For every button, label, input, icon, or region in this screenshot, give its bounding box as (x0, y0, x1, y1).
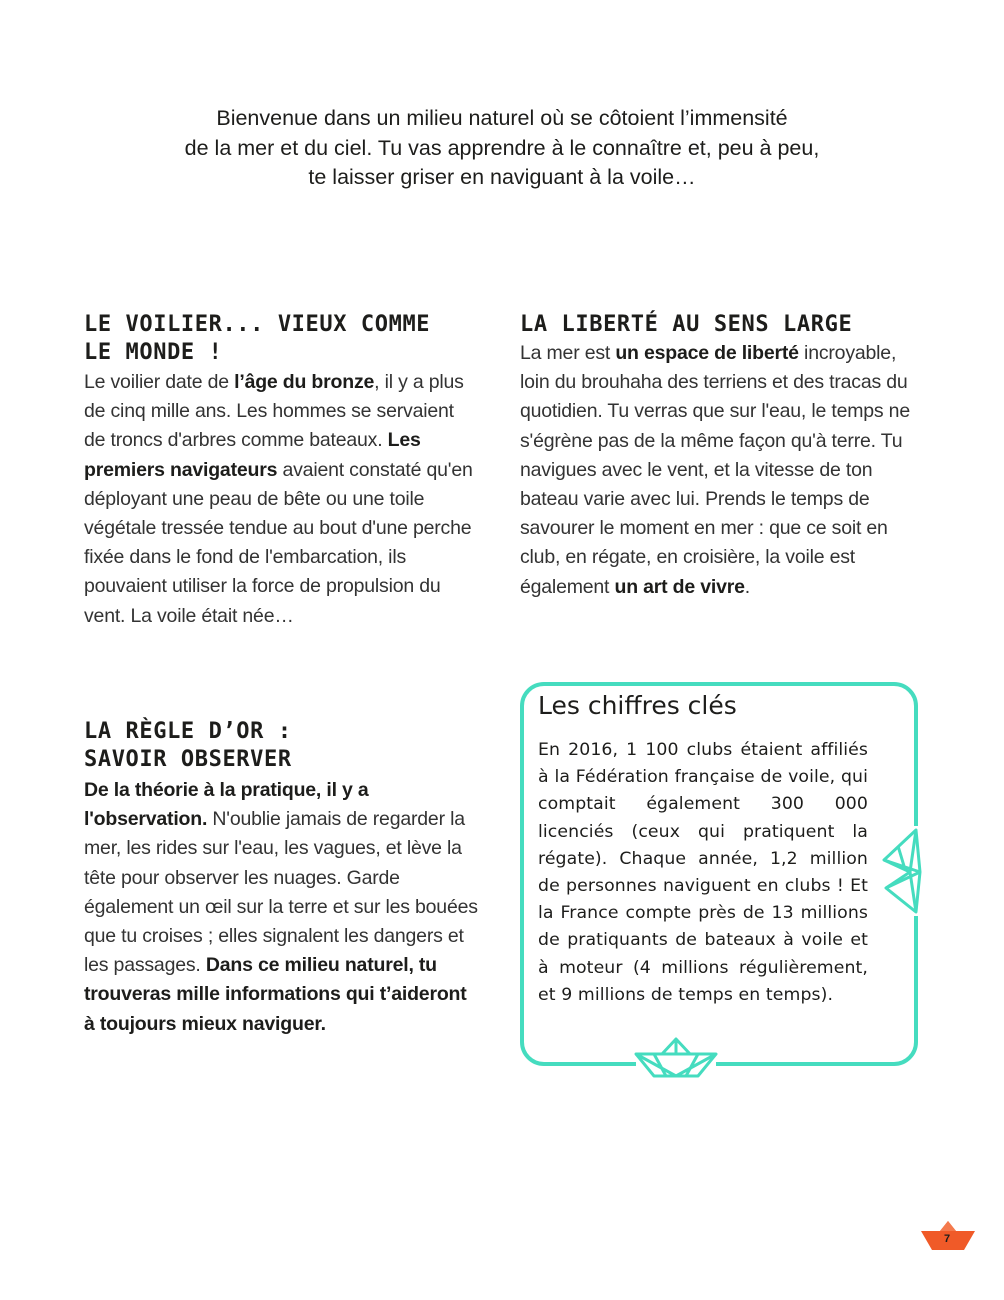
intro-text (90, 104, 914, 193)
body-text: N'oublie jamais de regarder la mer, les rides sur l'eau, les vagues, et lève la tête pour observer les nuages. Garde également un œil sur la terre et sur les bouées que tu croises ; elles signalent les dangers et les passages. (84, 808, 478, 977)
body-text: avaient constaté qu'en déployant une peau de bête ou une toile végétale tressée tendue au bout d'une perche fixée dans le fond de l'embarcation, ils pouvaient utiliser la force de propulsion du vent. La voile était née… (84, 458, 473, 627)
body-text: , il y a plus de cinq mille ans. Les hommes se servaient de troncs d'arbres comme bateaux. (84, 371, 464, 452)
heading-line: SAVOIR OBSERVER (84, 747, 292, 772)
section-heading-voilier (84, 311, 484, 367)
page-number: 7 (943, 1233, 951, 1245)
section-heading-liberte (520, 311, 920, 339)
key-figures-title: Les chiffres clés (538, 691, 737, 720)
heading-line: LE MONDE ! (84, 340, 223, 365)
section-heading-regle-or (84, 718, 484, 774)
body-bold: Dans ce milieu naturel, tu trouveras mille informations qui t’aideront à toujours mieux naviguer. (84, 954, 467, 1035)
intro-line: Bienvenue dans un milieu naturel où se côtoient l’immensité (216, 106, 788, 130)
section-body-regle-or (84, 776, 482, 1039)
body-bold: l’âge du bronze (234, 371, 375, 393)
body-bold: Les premiers navigateurs (84, 429, 421, 481)
body-text: La mer est (520, 342, 616, 364)
body-text: Le voilier date de (84, 371, 235, 393)
body-text: . (744, 575, 751, 598)
heading-line: LA RÈGLE D’OR : (84, 719, 292, 744)
intro-line: te laisser griser en naviguant à la voile… (308, 165, 696, 189)
body-bold: De la théorie à la pratique, il y a l'observation. (84, 779, 369, 831)
intro-line: de la mer et du ciel. Tu vas apprendre à le connaître et, peu à peu, (184, 135, 820, 160)
body-text: incroyable, loin du brouhaha des terriens et des tracas du quotidien. Tu verras que sur l'eau, le temps ne s'égrène pas de la même façon qu'à terre. Tu navigues avec le vent, et la vitesse de ton bateau varie avec lui. Prends le temps de savourer le moment en mer : que ce soit en club, en régate, en croisière, la voile est également (520, 342, 910, 598)
section-body-voilier (84, 368, 476, 631)
heading-line: LA LIBERTÉ AU SENS LARGE (520, 312, 853, 337)
section-body-liberte (520, 339, 924, 602)
body-bold: un espace de liberté (615, 342, 799, 364)
heading-line: LE VOILIER... VIEUX COMME (84, 312, 431, 337)
origami-boat-icon (632, 1036, 720, 1080)
key-figures-text: En 2016, 1 100 clubs étaient affiliés à la Fédération française de voile, qui comptait également 300 000 licenciés (ceux qui pratiquent la régate). Chaque année, 1,2 million de personnes naviguent en clubs ! Et la France compte près de 13 millions de pratiquants de bateaux à voile et à moteur (4 millions régulièrement, et 9 millions de temps en temps). (538, 740, 868, 1005)
body-bold: un art de vivre (614, 575, 745, 598)
origami-star-icon (880, 826, 926, 916)
